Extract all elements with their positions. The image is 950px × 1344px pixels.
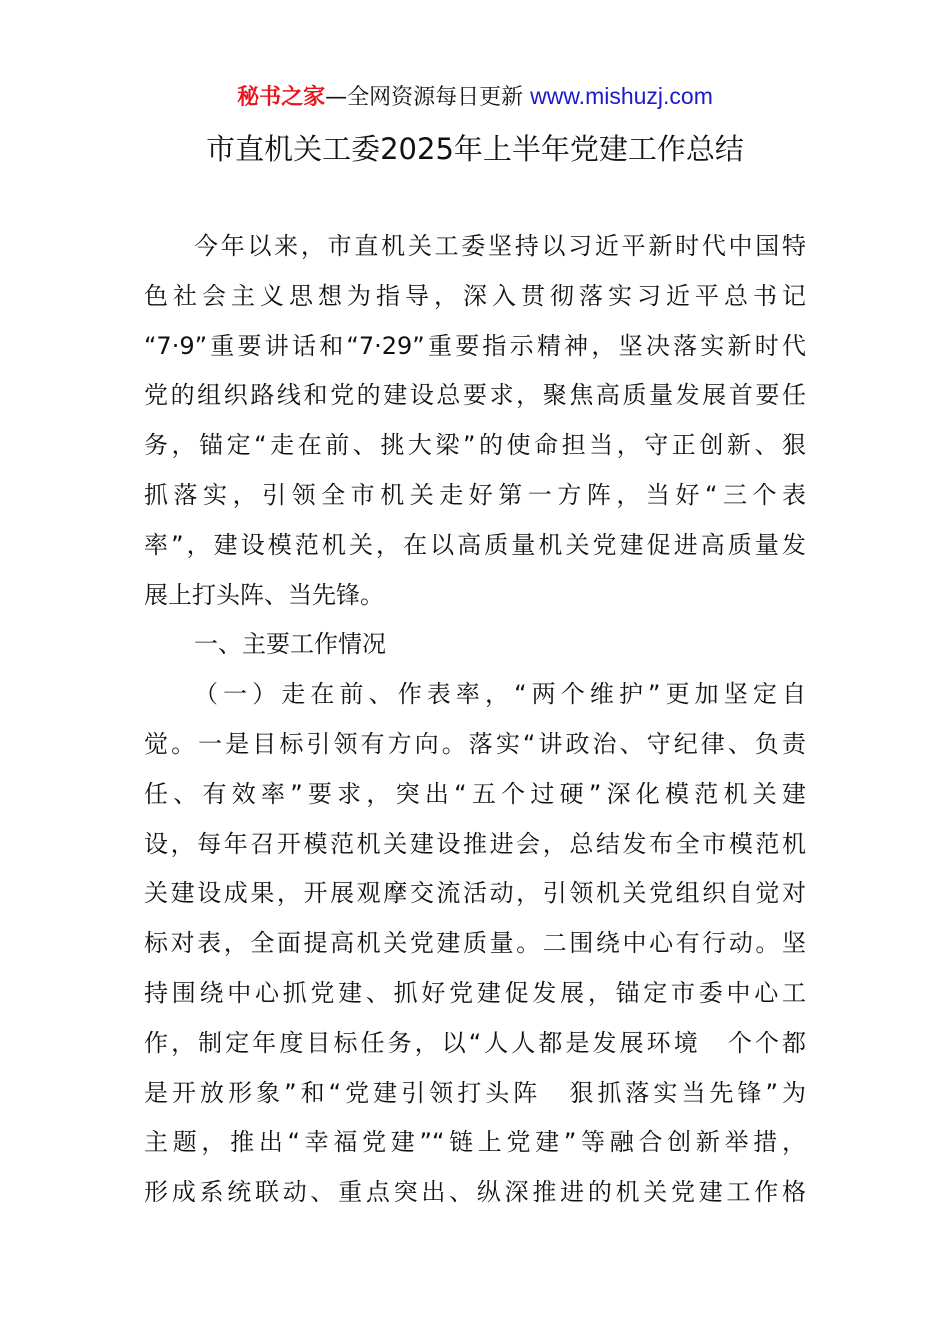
page-header — [0, 80, 950, 114]
header-tagline: —全网资源每日更新 — [325, 85, 531, 110]
text-line: 形成系统联动、重点突出、纵深推进的机关党建工作格 — [144, 1178, 806, 1207]
subsection-heading-line: （一）走在前、作表率，“两个维护”更加坚定自 — [194, 680, 806, 709]
website-link[interactable]: www.mishuzj.com — [530, 83, 713, 109]
brand-name: 秘书之家 — [237, 85, 326, 110]
text-line: 务，锚定“走在前、挑大梁”的使命担当，守正创新、狠 — [144, 431, 806, 460]
text-line: 展上打头阵、当先锋。 — [144, 580, 384, 609]
text-line: 持围绕中心抓党建、抓好党建促发展，锚定市委中心工 — [144, 978, 806, 1007]
text-line: 主题，推出“幸福党建”“链上党建”等融合创新举措， — [144, 1128, 806, 1157]
text-line: 是开放形象”和“党建引领打头阵 狠抓落实当先锋”为 — [144, 1078, 806, 1107]
text-line: 任、有效率”要求，突出“五个过硬”深化模范机关建 — [144, 779, 806, 808]
text-line: 觉。一是目标引领有方向。落实“讲政治、守纪律、负责 — [144, 729, 806, 758]
text-line: 今年以来，市直机关工委坚持以习近平新时代中国特 — [194, 232, 806, 260]
text-line: 率”，建设模范机关，在以高质量机关党建促进高质量发 — [144, 530, 806, 559]
text-line: “7·9”重要讲话和“7·29”重要指示精神，坚决落实新时代 — [144, 331, 806, 360]
document-body — [144, 226, 806, 1222]
text-line: 色社会主义思想为指导，深入贯彻落实习近平总书记 — [144, 281, 806, 310]
section-heading: 一、主要工作情况 — [194, 630, 386, 659]
text-line: 抓落实，引领全市机关走好第一方阵，当好“三个表 — [144, 480, 806, 509]
text-line: 关建设成果，开展观摩交流活动，引领机关党组织自觉对 — [144, 879, 806, 908]
text-line: 作，制定年度目标任务，以“人人都是发展环境 个个都 — [144, 1028, 806, 1057]
document-title: 市直机关工委2025年上半年党建工作总结 — [206, 132, 744, 166]
text-line: 设，每年召开模范机关建设推进会，总结发布全市模范机 — [144, 829, 806, 858]
text-line: 党的组织路线和党的建设总要求，聚焦高质量发展首要任 — [144, 381, 806, 410]
text-line: 标对表，全面提高机关党建质量。二围绕中心有行动。坚 — [144, 929, 806, 958]
